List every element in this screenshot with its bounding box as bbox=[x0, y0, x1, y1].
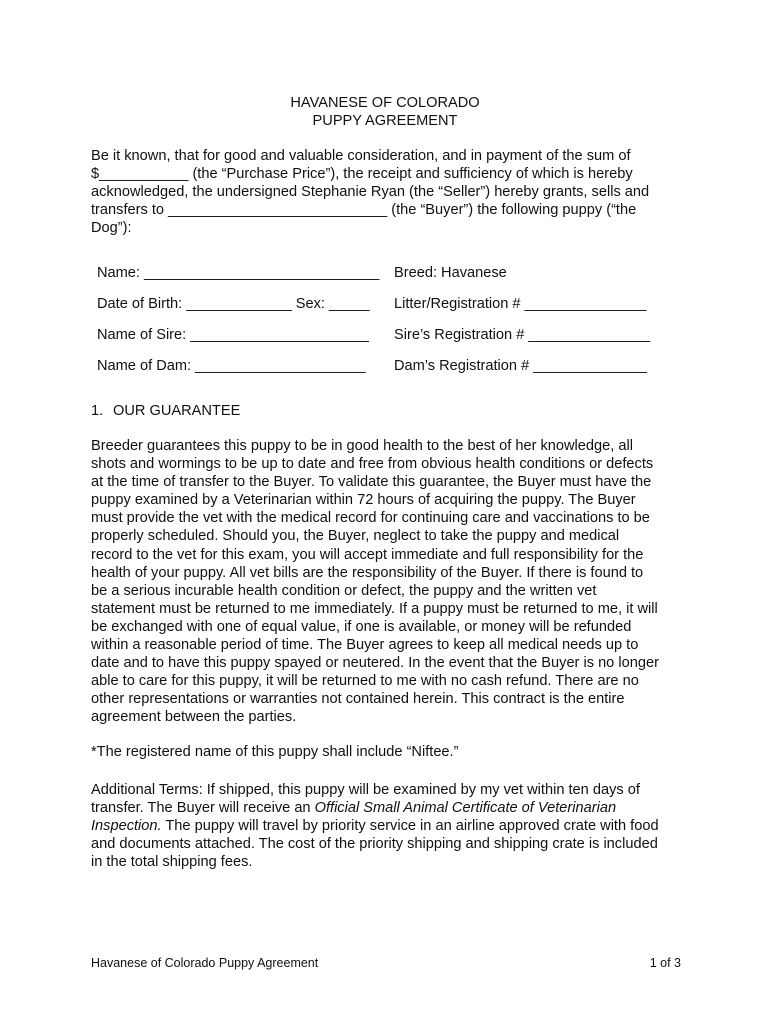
section-number: 1. bbox=[91, 403, 104, 419]
footer-page-number: 1 of 3 bbox=[649, 956, 681, 970]
registered-name-note bbox=[91, 743, 691, 761]
additional-terms-paragraph bbox=[91, 781, 691, 871]
document-title-line2: PUPPY AGREEMENT bbox=[312, 113, 458, 129]
guarantee-line: other representations or warranties not contained herein. This contract is the entire bbox=[91, 691, 625, 708]
guarantee-line: must provide the vet with the medical record for continuing care and vaccinations to be bbox=[91, 510, 650, 527]
additional-terms-text: The puppy will travel by priority service in an airline approved crate with food bbox=[161, 818, 659, 835]
certificate-name-italic: Official Small Animal Certificate of Veterinarian bbox=[314, 800, 617, 817]
document-title-line1: HAVANESE OF COLORADO bbox=[290, 95, 480, 111]
additional-terms-text: transfer. The Buyer will receive an bbox=[91, 800, 315, 817]
dams-registration-field: Dam’s Registration # ______________ bbox=[394, 358, 647, 374]
name-of-dam-field: Name of Dam: _____________________ bbox=[97, 358, 366, 374]
intro-line: Be it known, that for good and valuable consideration, and in payment of the sum of bbox=[91, 148, 631, 164]
guarantee-line: agreement between the parties. bbox=[91, 709, 297, 726]
guarantee-line: Breeder guarantees this puppy to be in good health to the best of her knowledge, all bbox=[91, 438, 633, 454]
guarantee-line: able to care for this puppy, it will be returned to me with no cash refund. There are no bbox=[91, 673, 639, 690]
intro-line: $___________ (the “Purchase Price”), the receipt and sufficiency of which is hereby bbox=[91, 166, 633, 183]
footer-document-name: Havanese of Colorado Puppy Agreement bbox=[91, 956, 319, 970]
additional-terms-line: in the total shipping fees. bbox=[91, 854, 253, 871]
guarantee-line: statement must be returned to me immediately. If a puppy must be returned to me, it will bbox=[91, 600, 658, 617]
guarantee-line: at the time of transfer to the Buyer. To validate this guarantee, the Buyer must have the bbox=[91, 474, 652, 491]
guarantee-line: within a reasonable period of time. The Buyer agrees to keep all medical needs up to bbox=[91, 637, 639, 654]
sires-registration-field: Sire’s Registration # _______________ bbox=[394, 327, 651, 343]
additional-terms-line: and documents attached. The cost of the priority shipping and shipping crate is included bbox=[91, 836, 658, 853]
name-of-sire-field: Name of Sire: ______________________ bbox=[97, 327, 369, 343]
additional-terms-line bbox=[91, 817, 691, 835]
litter-registration-field: Litter/Registration # _______________ bbox=[394, 296, 647, 312]
guarantee-line: date and to have this puppy spayed or neutered. In the event that the Buyer is no longer bbox=[91, 655, 659, 672]
section-1-heading bbox=[91, 402, 240, 420]
name-field: Name: _____________________________ bbox=[97, 265, 380, 281]
guarantee-line: be a serious incurable health condition or defect, the puppy and the written vet bbox=[91, 582, 597, 599]
additional-terms-line bbox=[91, 799, 691, 817]
date-of-birth-sex-field: Date of Birth: _____________ Sex: _____ bbox=[97, 296, 370, 312]
guarantee-line: record to the vet for this exam, you will accept immediate and full responsibility for the bbox=[91, 546, 644, 563]
intro-paragraph bbox=[91, 147, 691, 237]
guarantee-line: be exchanged with one of equal value, if one is available, or money will be refunded bbox=[91, 618, 632, 635]
certificate-name-italic: Inspection. bbox=[91, 818, 162, 835]
guarantee-line: shots and wormings to be up to date and free from obvious health conditions or defects bbox=[91, 456, 654, 473]
guarantee-line: puppy examined by a Veterinarian within 72 hours of acquiring the puppy. The Buyer bbox=[91, 492, 636, 509]
intro-line: transfers to ___________________________ (the “Buyer”) the following puppy (“the bbox=[91, 202, 637, 219]
guarantee-paragraph bbox=[91, 437, 691, 727]
guarantee-line: health of your puppy. All vet bills are the responsibility of the Buyer. If there is found to bbox=[91, 564, 644, 581]
additional-terms-line: Additional Terms: If shipped, this puppy will be examined by my vet within ten days of bbox=[91, 782, 640, 798]
guarantee-line: properly scheduled. Should you, the Buyer, neglect to take the puppy and medical bbox=[91, 528, 620, 545]
intro-line: Dog”): bbox=[91, 220, 132, 237]
registered-name-text: *The registered name of this puppy shall include “Niftee.” bbox=[91, 744, 459, 760]
intro-line: acknowledged, the undersigned Stephanie Ryan (the “Seller”) hereby grants, sells and bbox=[91, 184, 650, 201]
breed-field: Breed: Havanese bbox=[394, 265, 507, 281]
section-heading-text: OUR GUARANTEE bbox=[113, 403, 241, 419]
